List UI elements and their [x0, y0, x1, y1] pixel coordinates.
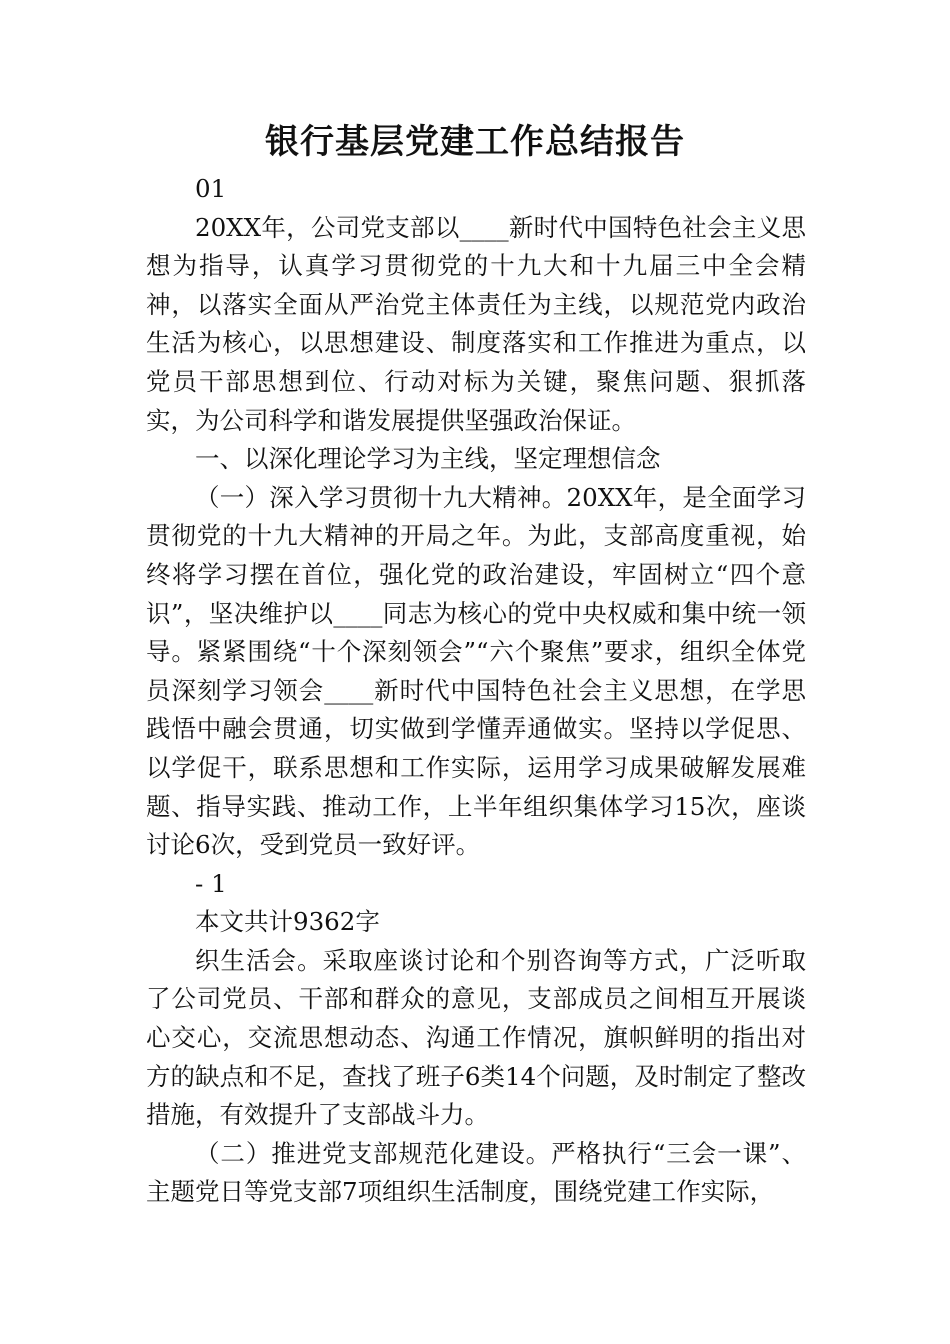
- paragraph-intro: 20XX年，公司党支部以____新时代中国特色社会主义思想为指导，认真学习贯彻党的十九大和十九届三中全会精神，以落实全面从严治党主体责任为主线，以规范党内政治生活为核心，以思想建设、制度落实和工作推进为重点，以党员干部思想到位、行动对标为关键，聚焦问题、狠抓落实，为公司科学和谐发展提供坚强政治保证。: [146, 212, 806, 435]
- paragraph-standardization: （二）推进党支部规范化建设。严格执行“三会一课”、主题党日等党支部7项组织生活制度，围绕党建工作实际，: [146, 1138, 806, 1207]
- document-title: 银行基层党建工作总结报告: [265, 122, 685, 162]
- paragraph-study: （一）深入学习贯彻十九大精神。20XX年，是全面学习贯彻党的十九大精神的开局之年。为此，支部高度重视，始终将学习摆在首位，强化党的政治建设，牢固树立“四个意识”，坚决维护以____同志为核心的党中央权威和集中统一领导。紧紧围绕“十个深刻领会”“六个聚焦”要求，组织全体党员深刻学习领会____新时代中国特色社会主义思想，在学思践悟中融会贯通，切实做到学懂弄通做实。坚持以学促思、以学促干，联系思想和工作实际，运用学习成果破解发展难题、指导实践、推动工作，上半年组织集体学习15次，座谈讨论6次，受到党员一致好评。: [146, 482, 806, 860]
- section-number: 01: [195, 174, 227, 203]
- paragraph-life-meeting: 织生活会。采取座谈讨论和个别咨询等方式，广泛听取了公司党员、干部和群众的意见，支部成员之间相互开展谈心交心，交流思想动态、沟通工作情况，旗帜鲜明的指出对方的缺点和不足，查找了班子6类14个问题，及时制定了整改措施，有效提升了支部战斗力。: [146, 945, 806, 1130]
- page-number: - 1: [195, 868, 227, 898]
- document-body: [146, 170, 806, 1212]
- heading-section-one: 一、以深化理论学习为主线，坚定理想信念: [195, 444, 661, 474]
- word-count: 本文共计9362字: [195, 907, 380, 937]
